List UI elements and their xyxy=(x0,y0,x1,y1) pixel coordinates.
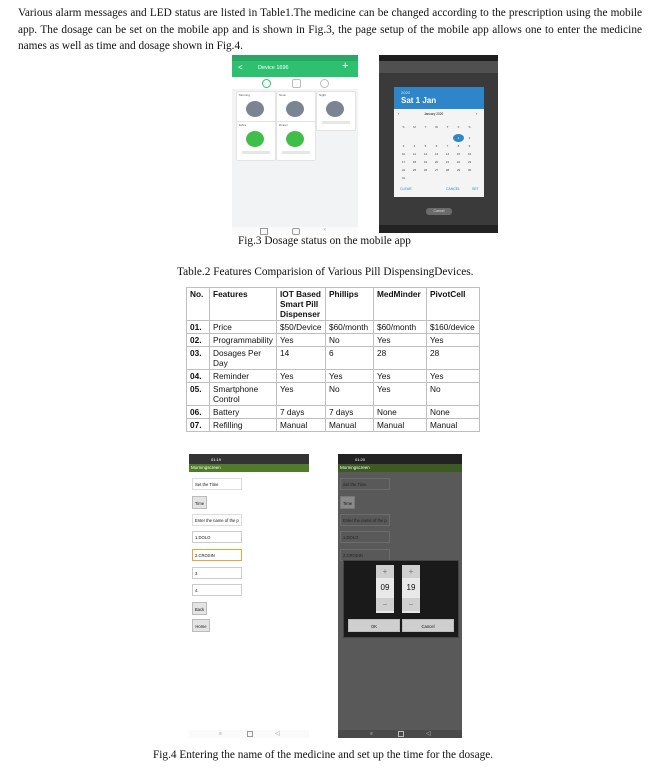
calendar-day[interactable]: 12 xyxy=(423,152,428,156)
enter-name-label: Enter the name of the p xyxy=(192,514,242,526)
status-bar xyxy=(338,454,462,464)
calendar-day[interactable]: 6 xyxy=(435,144,438,148)
table-cell: $160/device xyxy=(426,321,479,334)
calendar-day[interactable]: 4 xyxy=(413,144,416,148)
dosage-status-screenshot xyxy=(232,55,358,235)
calendar-day[interactable]: 10 xyxy=(401,152,406,156)
table-cell: Yes xyxy=(325,370,373,383)
table-cell: 02. xyxy=(187,334,210,347)
table-cell: 04. xyxy=(187,370,210,383)
home-button[interactable]: Home xyxy=(192,619,210,632)
weekday-label: M xyxy=(413,125,416,129)
cancel-button[interactable]: CANCEL xyxy=(446,187,461,191)
dose-card-extra[interactable]: Extra xyxy=(236,121,276,161)
medicine-field-4[interactable]: 4. xyxy=(192,584,242,596)
table-cell: Yes xyxy=(373,370,426,383)
calendar-day[interactable]: 27 xyxy=(434,168,439,172)
calendar-day[interactable]: 22 xyxy=(456,160,461,164)
tab-night-icon[interactable] xyxy=(320,79,329,88)
calendar-day xyxy=(398,131,409,139)
menu-icon[interactable] xyxy=(260,228,268,235)
table-cell: 28 xyxy=(373,347,426,370)
table-cell: Yes xyxy=(426,370,479,383)
home-icon[interactable] xyxy=(292,228,300,235)
calendar-day[interactable]: 29 xyxy=(456,168,461,172)
column-header: PivotCell xyxy=(426,288,479,321)
table-cell: None xyxy=(426,406,479,419)
table-caption: Table.2 Features Comparision of Various Pill DispensingDevices. xyxy=(177,266,474,278)
table-cell: 01. xyxy=(187,321,210,334)
calendar-day[interactable]: 2 xyxy=(468,136,471,140)
calendar-day[interactable]: 25 xyxy=(412,168,417,172)
table-cell: 06. xyxy=(187,406,210,419)
medicine-field-1[interactable]: 1.DOLO xyxy=(340,531,390,543)
pill-status-icon xyxy=(286,101,304,117)
table-cell: Smartphone Control xyxy=(210,383,277,406)
column-header: Features xyxy=(210,288,277,321)
android-nav-bar xyxy=(379,225,498,233)
table-row xyxy=(187,334,480,347)
prev-month-icon[interactable]: ‹ xyxy=(398,111,400,116)
calendar-day[interactable]: 5 xyxy=(424,144,427,148)
table-cell: 05. xyxy=(187,383,210,406)
weekday-label: T xyxy=(446,125,449,129)
date-picker-dialog xyxy=(394,87,484,197)
back-nav-icon[interactable]: ◁ xyxy=(426,731,431,737)
table-cell: Yes xyxy=(426,334,479,347)
table-cell: Dosages Per Day xyxy=(210,347,277,370)
back-nav-icon[interactable]: ◁ xyxy=(275,731,280,737)
table-row xyxy=(187,347,480,370)
medicine-field-1[interactable]: 1.DOLO xyxy=(192,531,242,543)
calendar-day[interactable]: 24 xyxy=(401,168,406,172)
weekday-label: T xyxy=(424,125,427,129)
table-cell: 07. xyxy=(187,419,210,432)
pill-status-icon xyxy=(246,131,264,147)
table-cell: Yes xyxy=(276,383,325,406)
time-button[interactable]: Time xyxy=(340,496,355,509)
selected-date: Sat 1 Jan xyxy=(401,96,437,105)
ok-button[interactable]: OK xyxy=(348,619,400,632)
next-month-icon[interactable]: › xyxy=(476,111,478,116)
calendar-day[interactable]: 14 xyxy=(445,152,450,156)
status-time: 01:19 xyxy=(211,457,222,462)
hour-plus-icon[interactable]: + xyxy=(376,565,394,578)
table-cell: 7 days xyxy=(325,406,373,419)
hour-spinner[interactable] xyxy=(376,565,394,613)
table-cell: Programmability xyxy=(210,334,277,347)
column-header: No. xyxy=(187,288,210,321)
tab-morning-icon[interactable] xyxy=(262,79,271,88)
time-picker-screenshot xyxy=(338,454,462,738)
date-picker-header xyxy=(394,87,484,109)
device-title: Device 1696 xyxy=(258,65,289,71)
table-cell: Battery xyxy=(210,406,277,419)
table-cell: 28 xyxy=(426,347,479,370)
time-button[interactable]: Time xyxy=(192,496,207,509)
table-cell: $60/month xyxy=(373,321,426,334)
dose-card-noon[interactable]: Noon xyxy=(276,91,316,131)
column-header: Phillips xyxy=(325,288,373,321)
table-header-row xyxy=(187,288,480,321)
fig3-caption: Fig.3 Dosage status on the mobile app xyxy=(238,235,411,247)
minute-plus-icon[interactable]: + xyxy=(402,565,420,578)
time-picker-dialog xyxy=(343,560,459,638)
calendar-day xyxy=(409,131,420,139)
menu-icon[interactable]: ≡ xyxy=(370,731,373,737)
android-nav-bar xyxy=(232,227,358,235)
column-header: MedMinder xyxy=(373,288,426,321)
menu-icon[interactable]: ≡ xyxy=(219,731,222,737)
date-picker-screenshot xyxy=(379,55,498,233)
features-comparison-table xyxy=(186,287,480,432)
calendar-grid[interactable] xyxy=(398,123,480,182)
table-cell: $50/Device xyxy=(276,321,325,334)
table-cell: Manual xyxy=(276,419,325,432)
table-cell: Price xyxy=(210,321,277,334)
clear-button[interactable]: CLEAR xyxy=(400,187,412,191)
enter-name-label: Enter the name of the p xyxy=(340,514,390,526)
table-cell: Manual xyxy=(426,419,479,432)
home-icon[interactable] xyxy=(247,731,253,737)
pill-status-icon xyxy=(286,131,304,147)
fig4-caption: Fig.4 Entering the name of the medicine and set up the time for the dosage. xyxy=(153,749,494,761)
table-cell: Yes xyxy=(373,383,426,406)
dose-card-morning[interactable]: Morning xyxy=(236,91,276,131)
home-icon[interactable] xyxy=(398,731,404,737)
minute-minus-icon[interactable]: − xyxy=(402,598,420,611)
table-row xyxy=(187,370,480,383)
hour-value: 09 xyxy=(380,583,390,592)
calendar-day[interactable]: 18 xyxy=(412,160,417,164)
calendar-day[interactable]: 16 xyxy=(467,152,472,156)
tab-bar xyxy=(232,77,358,89)
set-time-label: Set the Time xyxy=(340,478,390,490)
calendar-day[interactable]: 31 xyxy=(401,176,406,180)
pill-status-icon xyxy=(246,101,264,117)
dose-card-night[interactable]: Night xyxy=(316,91,356,131)
calendar-day[interactable]: 21 xyxy=(445,160,450,164)
calendar-day[interactable]: 13 xyxy=(434,152,439,156)
table-cell: 14 xyxy=(276,347,325,370)
set-button[interactable]: SET xyxy=(472,187,479,191)
tab-noon-icon[interactable] xyxy=(292,79,301,88)
cancel-button[interactable]: Cancel xyxy=(402,619,454,632)
table-cell: $60/month xyxy=(325,321,373,334)
calendar-day[interactable]: 30 xyxy=(467,168,472,172)
minute-spinner[interactable] xyxy=(402,565,420,613)
status-bar xyxy=(189,454,309,464)
month-label: January 2020 xyxy=(424,112,444,116)
app-title-bar: Morningscreen xyxy=(338,464,462,472)
app-title-bar: Morningscreen xyxy=(189,464,309,472)
selected-year[interactable]: 2020 xyxy=(401,90,410,95)
weekday-label: S xyxy=(402,125,405,129)
calendar-day xyxy=(420,131,431,139)
medicine-field-2[interactable]: 2.CROSIN xyxy=(192,549,242,561)
weekday-label: S xyxy=(468,125,471,129)
calendar-day[interactable]: 11 xyxy=(412,152,417,156)
body-paragraph: Various alarm messages and LED status are listed in Table1.The medicine can be changed according to the prescription using the mobile app. The dosage can be set on the mobile app and is shown in Fig.3, the page setup of the mobile app allows one to enter the medicine names as well as time and dosage shown in Fig.4. xyxy=(18,7,642,52)
table-cell: Yes xyxy=(373,334,426,347)
calendar-day[interactable]: 1 xyxy=(453,134,464,142)
android-nav-bar xyxy=(338,730,462,738)
dose-card-dinner[interactable]: Dinner xyxy=(276,121,316,161)
table-row xyxy=(187,406,480,419)
calendar-day[interactable]: 9 xyxy=(468,144,471,148)
table-cell: Yes xyxy=(276,370,325,383)
table-cell: Reminder xyxy=(210,370,277,383)
pill-status-icon xyxy=(326,101,344,117)
calendar-day[interactable]: 8 xyxy=(457,144,460,148)
calendar-day xyxy=(442,131,453,139)
hour-minus-icon[interactable]: − xyxy=(376,598,394,611)
table-cell: Refilling xyxy=(210,419,277,432)
table-row xyxy=(187,321,480,334)
calendar-day xyxy=(431,131,442,139)
calendar-day[interactable]: 7 xyxy=(446,144,449,148)
back-button[interactable]: Back xyxy=(192,602,207,615)
add-icon[interactable]: + xyxy=(342,60,349,72)
calendar-day[interactable]: 3 xyxy=(402,144,405,148)
back-nav-icon[interactable]: ‹ xyxy=(324,227,326,233)
medicine-field-3[interactable]: 3. xyxy=(192,567,242,579)
calendar-day[interactable]: 19 xyxy=(423,160,428,164)
medicine-entry-screenshot xyxy=(189,454,309,738)
app-header xyxy=(232,55,358,77)
table-cell: 7 days xyxy=(276,406,325,419)
status-time: 01:20 xyxy=(355,457,366,462)
table-cell: No xyxy=(325,334,373,347)
bottom-cancel-button[interactable]: Cancel xyxy=(426,208,452,215)
medicine-field-2[interactable]: 2.CROSIN xyxy=(340,549,390,561)
android-nav-bar xyxy=(189,730,309,738)
calendar-day[interactable]: 17 xyxy=(401,160,406,164)
table-cell: 6 xyxy=(325,347,373,370)
calendar-day[interactable]: 15 xyxy=(456,152,461,156)
calendar-day[interactable]: 28 xyxy=(445,168,450,172)
calendar-day[interactable]: 23 xyxy=(467,160,472,164)
calendar-day[interactable]: 26 xyxy=(423,168,428,172)
weekday-label: F xyxy=(457,125,460,129)
table-cell: Yes xyxy=(276,334,325,347)
month-nav xyxy=(394,111,484,119)
minute-value: 19 xyxy=(406,583,416,592)
back-icon[interactable]: < xyxy=(238,63,243,72)
calendar-day[interactable]: 20 xyxy=(434,160,439,164)
column-header: IOT Based Smart Pill Dispenser xyxy=(276,288,325,321)
table-row xyxy=(187,383,480,406)
table-row xyxy=(187,419,480,432)
set-time-label: Set the Time xyxy=(192,478,242,490)
table-cell: Manual xyxy=(325,419,373,432)
table-cell: None xyxy=(373,406,426,419)
weekday-label: W xyxy=(435,125,438,129)
table-cell: No xyxy=(325,383,373,406)
table-cell: Manual xyxy=(373,419,426,432)
table-cell: No xyxy=(426,383,479,406)
table-cell: 03. xyxy=(187,347,210,370)
